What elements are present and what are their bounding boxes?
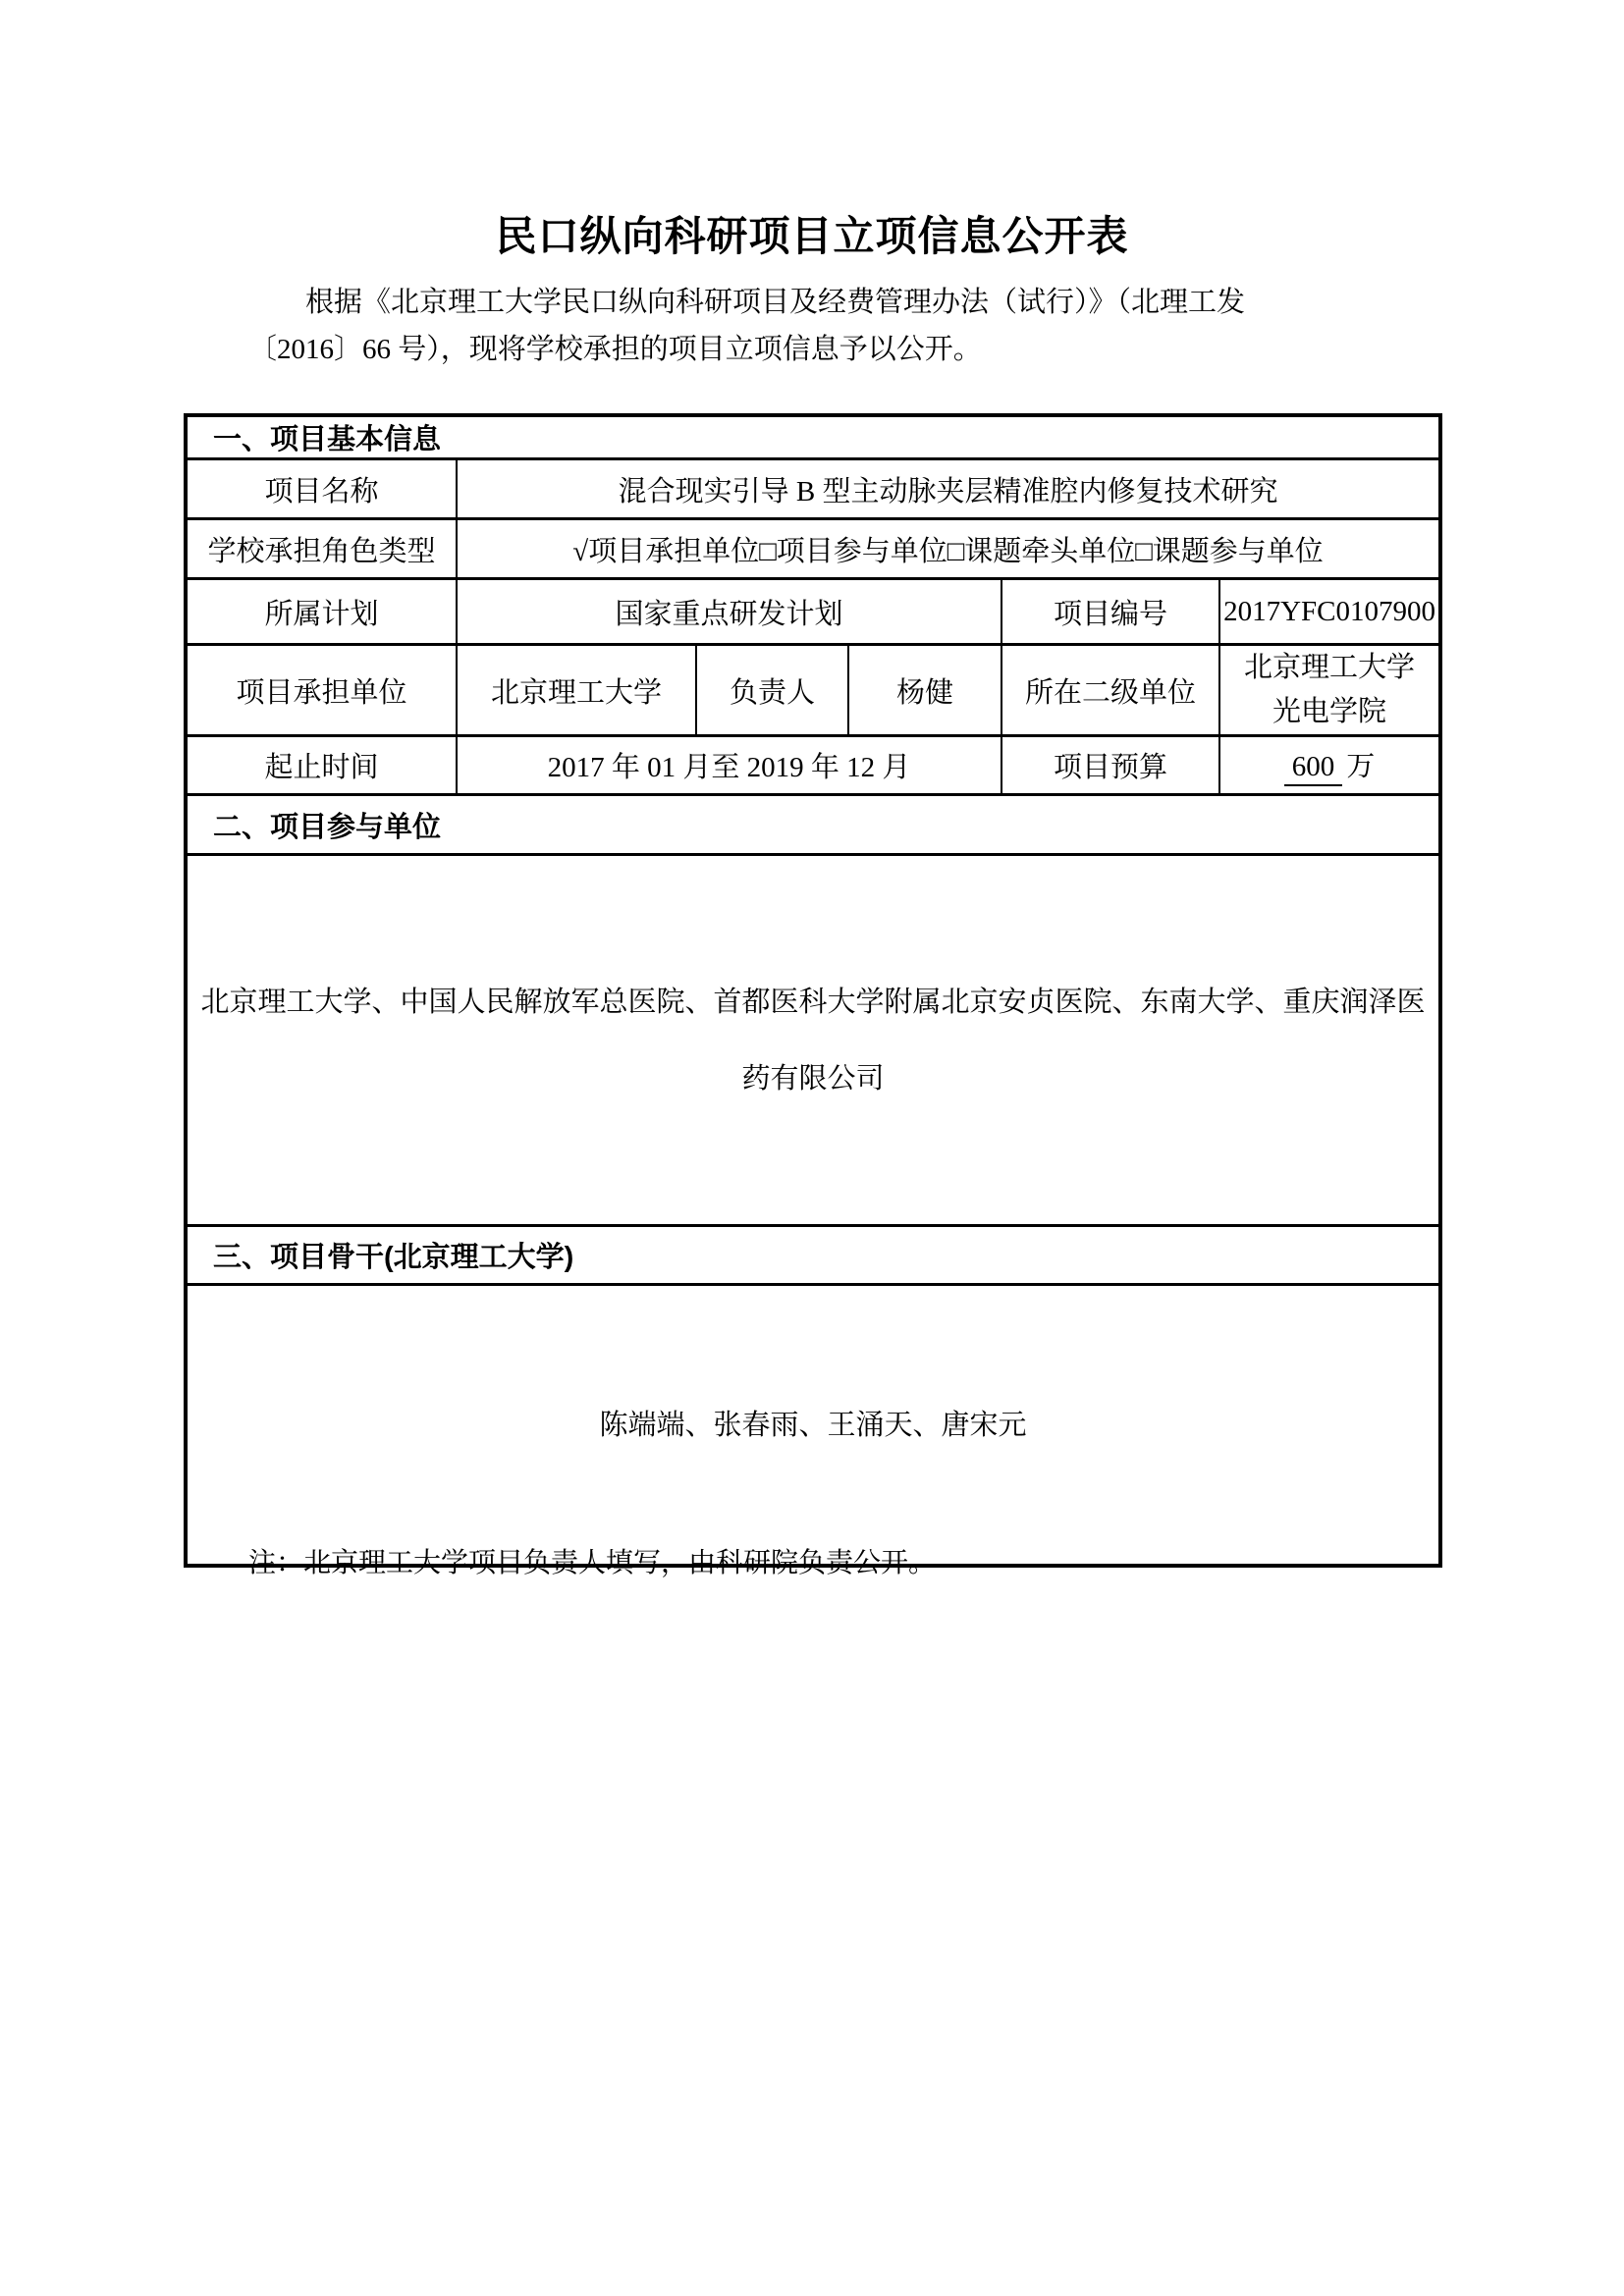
- duration-value: 2017 年 01 月至 2019 年 12 月: [457, 736, 1001, 795]
- table-row: [186, 519, 1440, 579]
- project-name-value: 混合现实引导 B 型主动脉夹层精准腔内修复技术研究: [457, 459, 1440, 519]
- section2-header: 二、项目参与单位: [186, 795, 1440, 855]
- budget-amount: 600: [1284, 750, 1343, 786]
- section1-header: 一、项目基本信息: [186, 415, 1440, 459]
- secondary-unit-label: 所在二级单位: [1001, 645, 1219, 736]
- table-row: [186, 1226, 1440, 1285]
- budget-unit: 万: [1346, 751, 1376, 782]
- table-row: [186, 1285, 1440, 1567]
- project-number-value: 2017YFC0107900: [1219, 579, 1440, 645]
- table-row: [186, 579, 1440, 645]
- table-row: [186, 855, 1440, 1226]
- budget-value: [1219, 736, 1440, 795]
- undertaker-label: 项目承担单位: [186, 645, 457, 736]
- page-title: 民口纵向科研项目立项信息公开表: [495, 215, 1129, 260]
- project-info-table: [184, 413, 1442, 1568]
- section3-header: 三、项目骨干(北京理工大学): [186, 1226, 1440, 1285]
- table-row: [186, 795, 1440, 855]
- table-row: [186, 415, 1440, 459]
- role-type-value: √项目承担单位□项目参与单位□课题牵头单位□课题参与单位: [457, 519, 1440, 579]
- footnote: 注：北京理工大学项目负责人填写，由科研院负责公开。: [248, 1548, 937, 1578]
- undertaker-value: 北京理工大学: [457, 645, 696, 736]
- leader-value: 杨健: [848, 645, 1001, 736]
- project-name-label: 项目名称: [186, 459, 457, 519]
- plan-value: 国家重点研发计划: [457, 579, 1001, 645]
- table-row: [186, 645, 1440, 736]
- secondary-unit-value: [1219, 645, 1440, 736]
- plan-label: 所属计划: [186, 579, 457, 645]
- secondary-unit-line2: 光电学院: [1272, 696, 1387, 727]
- budget-label: 项目预算: [1001, 736, 1219, 795]
- project-number-label: 项目编号: [1001, 579, 1219, 645]
- role-type-label: 学校承担角色类型: [186, 519, 457, 579]
- table-row: [186, 459, 1440, 519]
- intro-line-2: 〔2016〕66 号），现将学校承担的项目立项信息予以公开。: [248, 334, 982, 365]
- intro-line-1: 根据《北京理工大学民口纵向科研项目及经费管理办法（试行）》（北理工发: [305, 287, 1246, 318]
- leader-label: 负责人: [696, 645, 848, 736]
- intro-paragraph: [248, 279, 1417, 373]
- table-row: [186, 736, 1440, 795]
- duration-label: 起止时间: [186, 736, 457, 795]
- secondary-unit-line1: 北京理工大学: [1244, 652, 1416, 683]
- section2-content: 北京理工大学、中国人民解放军总医院、首都医科大学附属北京安贞医院、东南大学、重庆润泽医药有限公司: [186, 855, 1440, 1226]
- section3-content: 陈端端、张春雨、王涌天、唐宋元: [186, 1285, 1440, 1567]
